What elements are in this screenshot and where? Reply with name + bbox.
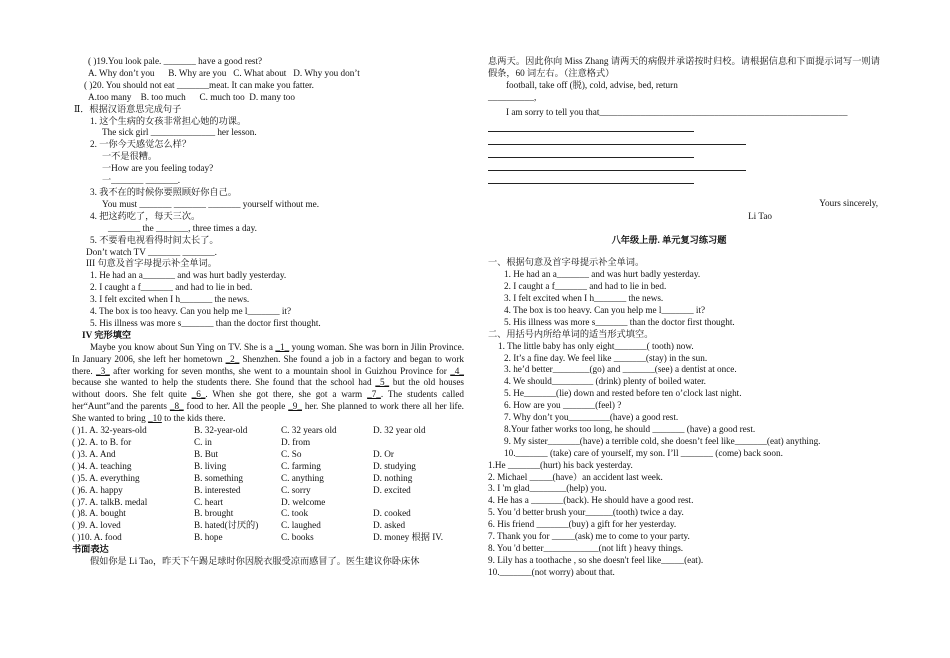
s2-line: 1. 这个生病的女孩非常担心她的功课。 — [90, 115, 247, 126]
cloze-blank: _6_ — [191, 389, 206, 400]
cloze-text: Shenzhen. She found a job in a factory and began to work there. — [72, 353, 464, 376]
s2a-line: 10._______ (take) care of yourself, my son. I’ll _______ (come) back soon. — [504, 447, 783, 458]
cloze-text: after working for seven months, she went to a mountain shool in Guizhou Province for — [109, 365, 451, 376]
section-2-title: 二、用括号内所给单词的适当形式填空。 — [488, 328, 654, 339]
s2-line: You must _______ _______ _______ yourself without me. — [102, 198, 320, 209]
option-row: ( )5. A. everything B. something C. anything D. nothing — [72, 472, 413, 483]
option-row: ( )8. A. bought B. brought C. took D. cooked — [72, 508, 411, 519]
s1-line: 2. I caught a f_______ and had to lie in bed. — [504, 281, 667, 292]
s2-line: 一_______ _______. — [102, 175, 181, 186]
option-row: ( )2. A. to B. for C. in D. from — [72, 437, 311, 447]
cloze-blank: _3_ — [96, 365, 110, 376]
hint-words: football, take off (脱), cold, advise, bed, return — [506, 79, 678, 90]
signature-name: Li Tao — [748, 211, 772, 222]
section-2-title: Ⅱ．根据汉语意思完成句子 — [74, 103, 182, 114]
s3-line: 2. I caught a f_______ and had to lie in bed. — [90, 282, 253, 293]
writing-line — [488, 132, 746, 145]
cloze-passage — [72, 342, 464, 425]
s2a-line: 1. The little baby has only eight_______( tooth) now. — [498, 340, 694, 351]
section-1-title: 一、根据句意及首字母提示补全单词。 — [488, 257, 645, 268]
cloze-blank: _2_ — [225, 353, 240, 364]
s2-line: 2. 一你今天感觉怎么样？ — [90, 139, 192, 150]
cloze-text: to the kids there. — [161, 413, 226, 424]
cloze-text: her. She planned to work there all her life. She wanted to bring — [72, 401, 464, 424]
cloze-blank: _8_ — [169, 401, 184, 412]
s2-line: 一How are you feeling today? — [102, 163, 214, 174]
option-row: ( )7. A. talkB. medal C. heart D. welcome — [72, 496, 326, 507]
s2b-line: 5. You 'd better brush your______(tooth) twice a day. — [488, 507, 684, 518]
section-4-title: IV 完形填空 — [82, 329, 132, 340]
section-3-title: III 句意及首字母提示补全单词。 — [86, 258, 217, 269]
s2b-line: 10._______(not worry) about that. — [488, 566, 615, 577]
s2-line: 5. 不要看电视看得时间太长了。 — [90, 234, 219, 245]
option-row: ( )4. A. teaching B. living C. farming D. studying — [72, 460, 416, 471]
option-row: ( )10. A. food B. hope C. books D. money 根据 IV. — [72, 532, 444, 543]
option-row: ( )1. A. 32-years-old B. 32-year-old C. 32 years old D. 32 year old — [72, 425, 426, 436]
s1-line: 3. I felt excited when I h_______ the news. — [504, 292, 664, 303]
writing-line — [488, 145, 694, 158]
s2a-line: 2. It’s a fine day. We feel like _______(stay) in the sun. — [504, 352, 708, 363]
q20-stem: ( )20. You should not eat _______meat. It can make you fatter. — [84, 79, 314, 90]
s1-line: 5. His illness was more s_______ than the doctor first thought. — [504, 316, 735, 327]
s2b-line: 8. You 'd better____________(not lift ) heavy things. — [488, 543, 684, 553]
s2-line: 一不是很糟。 — [102, 151, 158, 162]
s1-line: 1. He had an a_______ and was hurt badly yesterday. — [504, 269, 701, 280]
s2b-line: 1.He _______(hurt) his back yesterday. — [488, 459, 633, 470]
s2a-line: 5. He_______(lie) down and rested before ten o’clock last night. — [504, 388, 742, 399]
s2-line: Don’t watch TV _______ _______. — [86, 246, 217, 257]
cloze-text: food to her. All the people — [183, 401, 289, 412]
s2a-line: 4. We should_________ (drink) plenty of boiled water. — [504, 376, 706, 387]
s2a-line: 6. How are you _______(feel) ? — [504, 400, 622, 411]
s3-line: 1. He had an a_______ and was hurt badly yesterday. — [90, 270, 287, 281]
right-column — [488, 56, 880, 579]
s1-line: 4. The box is too heavy. Can you help me l_______ it? — [504, 304, 706, 315]
s2-line: 4. 把这药吃了，每天三次。 — [90, 210, 201, 221]
cloze-text: but the old houses without doors. She felt quite — [72, 377, 464, 400]
s2-line: 3. 我不在的时候你要照顾好你自己。 — [90, 186, 237, 197]
cloze-options — [72, 425, 464, 544]
q19-stem: ( )19.You look pale. _______ have a good rest? — [88, 56, 263, 66]
s2b-line: 6. His friend _______(buy) a gift for her yesterday. — [488, 519, 677, 530]
s2a-line: 9. My sister_______(have) a terrible cold, she doesn’t feel like_______(eat) anything. — [504, 435, 821, 446]
option-row: ( )3. A. And B. But C. So D. Or — [72, 448, 394, 459]
left-column — [72, 56, 464, 568]
cloze-text: because she wanted to help the students there. She found that the school had — [72, 377, 376, 388]
s3-line: 4. The box is too heavy. Can you help me l_______ it? — [90, 306, 292, 317]
s2b-line: 4. He has a _______(back). He should have a good rest. — [488, 495, 694, 506]
s2b-line: 9. Lily has a toothache , so she doesn't feel like_____(eat). — [488, 554, 704, 565]
cloze-text: young woman. She was born in Jilin Province. In January 2006, she left her hometown — [72, 341, 465, 364]
s2a-line: 3. he’d better________(go) and _______(see) a dentist at once. — [504, 364, 737, 375]
cloze-text: Maybe you know about Sun Ying on TV. She is a — [90, 341, 276, 352]
writing-line — [488, 158, 746, 171]
cloze-text: . When she got there, she got a warm — [205, 389, 368, 400]
s2b-line: 7. Thank you for _____(ask) me to come to your party. — [488, 531, 690, 542]
s2-line: _______ the _______, three times a day. — [108, 222, 257, 233]
cloze-blank: _4_ — [450, 365, 464, 376]
section-5-title: 书面表达 — [72, 544, 109, 555]
closing: Yours sincerely, — [819, 197, 878, 208]
s2-line: The sick girl ______________ her lesson. — [102, 127, 257, 138]
cloze-blank: _1_ — [275, 341, 290, 352]
salutation-line: __________, — [488, 91, 537, 102]
q20-options: A.too many B. too much C. much too D. many too — [88, 91, 295, 102]
worksheet-title: 八年级上册. 单元复习练习题 — [611, 235, 727, 246]
s2a-line: 8.Your father works too long, he should _______ (have) a good rest. — [504, 423, 756, 434]
cloze-blank: _5_ — [375, 377, 390, 388]
s2a-line: 7. Why don’t you_________(have) a good rest. — [504, 412, 679, 423]
writing-line — [488, 171, 694, 184]
cloze-blank: _10 — [148, 413, 162, 424]
cloze-blank: _7_ — [367, 389, 381, 400]
essay-prompt-start: 假如你是 Li Tao，昨天下午踢足球时你因脱衣服受凉而感冒了。医生建议你卧床休 — [90, 556, 420, 567]
q19-options: A. Why don’t you B. Why are you C. What about D. Why you don’t — [88, 67, 360, 78]
s2b-line: 3. I 'm glad________(help) you. — [488, 483, 607, 494]
option-row: ( )9. A. loved B. hated(讨厌的) C. laughed D. asked — [72, 520, 406, 531]
s3-line: 5. His illness was more s_______ than the doctor first thought. — [90, 317, 321, 328]
cloze-text: . The students called her“Aunt”and the parents — [72, 389, 464, 412]
letter-first-line: I am sorry to tell you that______________________________________________________ — [506, 106, 848, 117]
s3-line: 3. I felt excited when I h_______ the news. — [90, 294, 250, 305]
option-row: ( )6. A. happy B. interested C. sorry D. excited — [72, 484, 411, 495]
s2b-line: 2. Michael _____(have）an accident last week. — [488, 471, 663, 482]
cloze-blank: _9_ — [288, 401, 302, 412]
essay-prompt-continued: 息两天。因此你向 Miss Zhang 请两天的病假并承诺按时归校。请根据信息和下面提示词写一则请假条，60 词左右。（注意格式） — [488, 56, 880, 78]
writing-line — [488, 119, 694, 132]
